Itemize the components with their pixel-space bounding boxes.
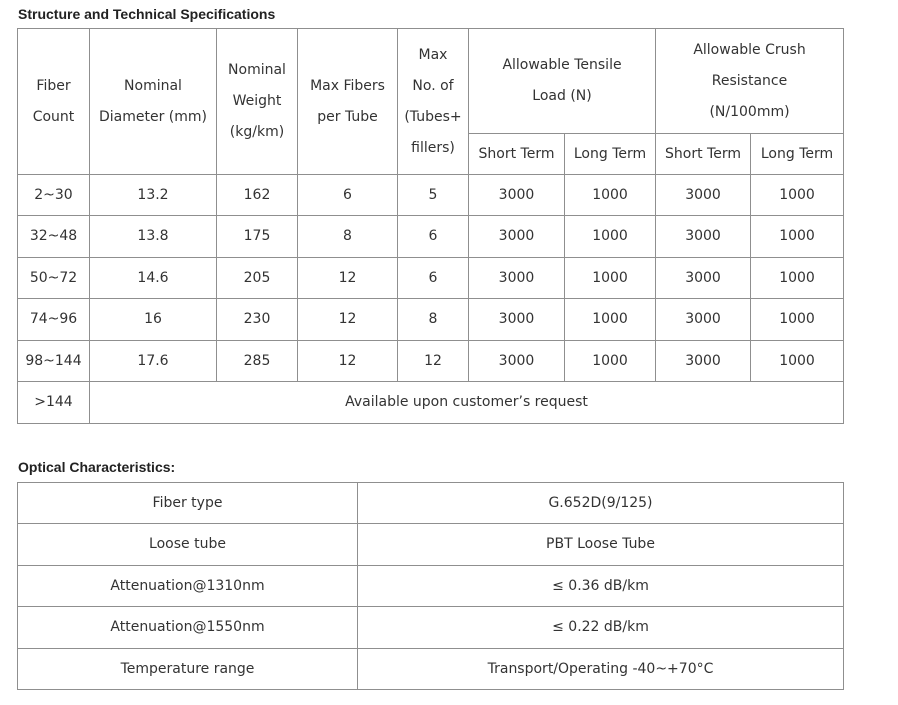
cell-max-fibers: 12 <box>298 341 398 382</box>
header-crush-resistance: Allowable Crush Resistance (N/100mm) <box>656 29 844 134</box>
cell-max-fibers: 8 <box>298 216 398 258</box>
cell-crush-short: 3000 <box>656 258 751 299</box>
optical-property-value: G.652D(9/125) <box>358 483 844 524</box>
table-row <box>18 341 844 382</box>
cell-max-tubes: 5 <box>398 175 469 216</box>
cell-max-tubes: 6 <box>398 216 469 258</box>
cell-fiber-count: 74~96 <box>18 299 90 341</box>
cell-weight: 205 <box>217 258 298 299</box>
cell-tensile-short: 3000 <box>469 216 565 258</box>
table-row <box>18 607 844 649</box>
cell-diameter: 13.2 <box>90 175 217 216</box>
cell-crush-short: 3000 <box>656 299 751 341</box>
cell-max-tubes: 12 <box>398 341 469 382</box>
cell-weight: 175 <box>217 216 298 258</box>
cell-tensile-short: 3000 <box>469 258 565 299</box>
optical-property-value: Transport/Operating -40~+70°C <box>358 649 844 690</box>
header-max-tubes: Max No. of (Tubes+ fillers) <box>398 29 469 175</box>
table-row <box>18 382 844 424</box>
cell-crush-long: 1000 <box>751 175 844 216</box>
cell-tensile-long: 1000 <box>565 341 656 382</box>
cell-diameter: 17.6 <box>90 341 217 382</box>
cell-max-tubes: 6 <box>398 258 469 299</box>
cell-crush-long: 1000 <box>751 299 844 341</box>
cell-max-fibers: 6 <box>298 175 398 216</box>
table-row <box>18 649 844 690</box>
optical-property-label: Fiber type <box>18 483 358 524</box>
cell-custom-request-note: Available upon customer’s request <box>90 382 844 424</box>
table-row <box>18 524 844 566</box>
cell-crush-short: 3000 <box>656 216 751 258</box>
cell-max-fibers: 12 <box>298 258 398 299</box>
header-crush-short-term: Short Term <box>656 134 751 175</box>
structure-title: Structure and Technical Specifications <box>18 6 276 22</box>
cell-tensile-long: 1000 <box>565 175 656 216</box>
cell-tensile-short: 3000 <box>469 341 565 382</box>
header-nominal-weight: Nominal Weight (kg/km) <box>217 29 298 175</box>
cell-diameter: 14.6 <box>90 258 217 299</box>
header-tensile-long-term: Long Term <box>565 134 656 175</box>
cell-tensile-short: 3000 <box>469 299 565 341</box>
optical-property-label: Temperature range <box>18 649 358 690</box>
cell-weight: 230 <box>217 299 298 341</box>
structure-spec-table <box>17 28 844 424</box>
header-fiber-count: Fiber Count <box>18 29 90 175</box>
cell-tensile-short: 3000 <box>469 175 565 216</box>
cell-crush-short: 3000 <box>656 341 751 382</box>
header-nominal-diameter: Nominal Diameter (mm) <box>90 29 217 175</box>
cell-fiber-count: 50~72 <box>18 258 90 299</box>
cell-weight: 285 <box>217 341 298 382</box>
optical-property-label: Attenuation@1550nm <box>18 607 358 649</box>
cell-diameter: 13.8 <box>90 216 217 258</box>
table-row <box>18 483 844 524</box>
optical-property-label: Attenuation@1310nm <box>18 566 358 607</box>
cell-max-tubes: 8 <box>398 299 469 341</box>
table-row <box>18 258 844 299</box>
optical-property-label: Loose tube <box>18 524 358 566</box>
cell-tensile-long: 1000 <box>565 258 656 299</box>
header-tensile-short-term: Short Term <box>469 134 565 175</box>
optical-property-value: PBT Loose Tube <box>358 524 844 566</box>
table-row <box>18 216 844 258</box>
cell-fiber-count: 2~30 <box>18 175 90 216</box>
cell-crush-long: 1000 <box>751 341 844 382</box>
cell-tensile-long: 1000 <box>565 299 656 341</box>
cell-tensile-long: 1000 <box>565 216 656 258</box>
cell-diameter: 16 <box>90 299 217 341</box>
optical-characteristics-table <box>17 482 844 690</box>
cell-weight: 162 <box>217 175 298 216</box>
cell-fiber-count: 98~144 <box>18 341 90 382</box>
header-max-fibers: Max Fibers per Tube <box>298 29 398 175</box>
cell-crush-short: 3000 <box>656 175 751 216</box>
optical-title: Optical Characteristics: <box>18 459 176 475</box>
cell-max-fibers: 12 <box>298 299 398 341</box>
table-row <box>18 175 844 216</box>
cell-crush-long: 1000 <box>751 216 844 258</box>
header-tensile-load: Allowable Tensile Load (N) <box>469 29 656 134</box>
cell-fiber-count: 32~48 <box>18 216 90 258</box>
header-crush-long-term: Long Term <box>751 134 844 175</box>
table-row <box>18 566 844 607</box>
cell-crush-long: 1000 <box>751 258 844 299</box>
optical-property-value: ≤ 0.36 dB/km <box>358 566 844 607</box>
cell-fiber-count: >144 <box>18 382 90 424</box>
optical-property-value: ≤ 0.22 dB/km <box>358 607 844 649</box>
table-row <box>18 299 844 341</box>
